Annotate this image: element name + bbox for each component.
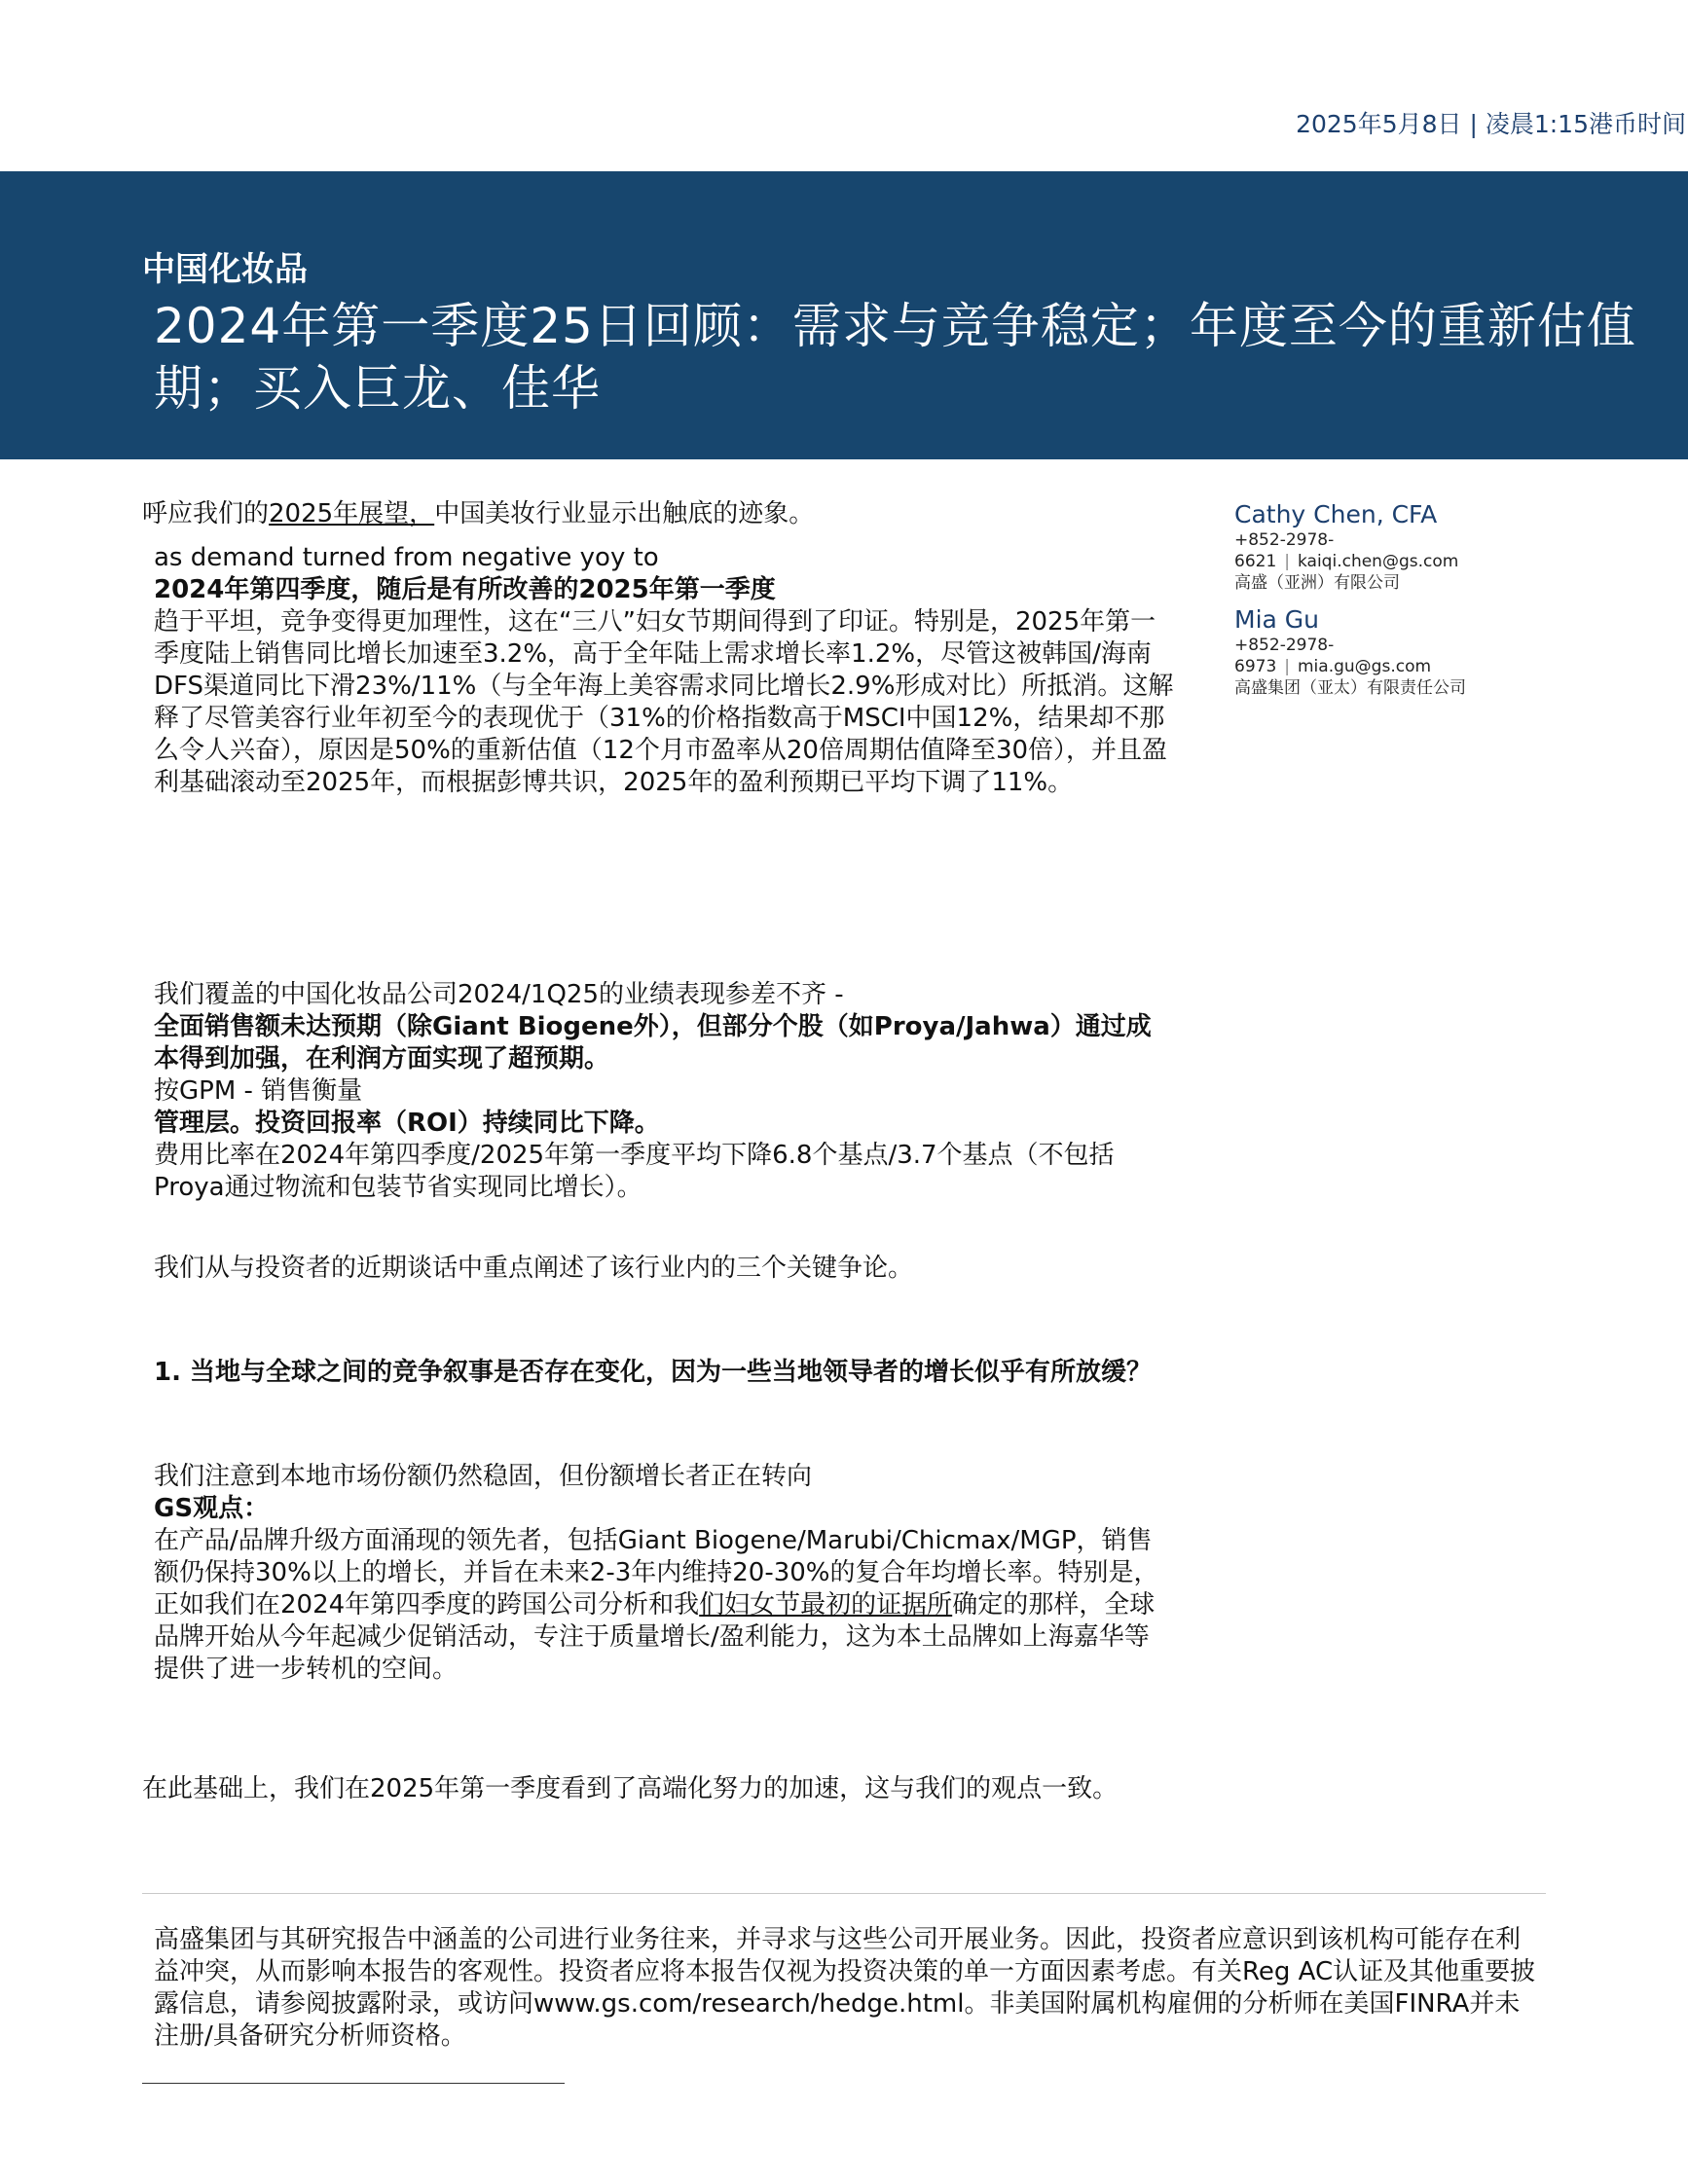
analyst-card — [1234, 605, 1526, 699]
s1-paragraph: 趋于平坦，竞争变得更加理性，这在“三八”妇女节期间得到了印证。特别是，2025年第一季度陆上销售同比增长加速至3.2%，高于全年陆上需求增长率1.2%，尽管这被韩国/海南DFS渠道同比下滑23%/11%（与全年海上美容需求同比增长2.9%形成对比）所抵消。这解释了尽管美容行业年初至今的表现优于（31%的价格指数高于MSCI中国12%，结果却不那么令人兴奋），原因是50%的重新估值（12个月市盈率从20倍周期估值降至30倍），并且盈利基础滚动至2025年，而根据彭博共识，2025年的盈利预期已平均下调了11%。 — [154, 607, 1174, 797]
s1-english-line: as demand turned from negative yoy to — [154, 543, 659, 572]
q1-heading: 1. 当地与全球之间的竞争叙事是否存在变化，因为一些当地领导者的增长似乎有所放缓？ — [154, 1358, 1153, 1387]
analyst-org: 高盛集团（亚太）有限责任公司 — [1234, 678, 1466, 698]
report-headline: 2024年第一季度25日回顾：需求与竞争稳定；年度至今的重新估值期；买入巨龙、佳华 — [154, 298, 1636, 417]
s3-paragraph: 我们从与投资者的近期谈话中重点阐述了该行业内的三个关键争论。 — [154, 1254, 914, 1283]
closing-paragraph: 在此基础上，我们在2025年第一季度看到了高端化努力的加速，这与我们的观点一致。 — [142, 1774, 1119, 1803]
analyst-email-link[interactable]: kaiqi.chen@gs.com — [1298, 552, 1459, 571]
gs-view-text-a: 在产品/品牌升级方面涌现的领先者，包括Giant Biogene/Marubi/Chicmax/MGP，销售额仍保持30%以上的增长，并旨在未来2-3年内维持20-30%的复合年均增长率。特别是，正如我们在2024年第四季度的跨国公司分析和我 — [154, 1526, 1159, 1620]
analyst-phone: +852-2978-6621 — [1234, 530, 1335, 571]
gs-view-text-b: 确定的那样，全球品牌开始从今年起减少促销活动，专注于质量增长/盈利能力，这为本土品牌如上海嘉华等提供了进一步转机的空间。 — [154, 1590, 1156, 1684]
analyst-contact — [1234, 635, 1526, 699]
analyst-contact — [1234, 529, 1526, 594]
s2-intro: 我们覆盖的中国化妆品公司2024/1Q25的业绩表现参差不齐 - — [154, 980, 844, 1009]
s2-paragraph: 费用比率在2024年第四季度/2025年第一季度平均下降6.8个基点/3.7个基点（不包括Proya通过物流和包装节省实现同比增长）。 — [154, 1141, 1115, 1202]
report-date-time: 2025年5月8日 | 凌晨1:15港币时间 — [1296, 110, 1686, 138]
analyst-panel — [1234, 500, 1526, 699]
gs-view-paragraph — [154, 1525, 1166, 1686]
analyst-name: Cathy Chen, CFA — [1234, 500, 1438, 528]
s2-bold-summary: 全面销售额未达预期（除Giant Biogene外），但部分个股（如Proya/Jahwa）通过成本得到加强，在利润方面实现了超预期。 — [154, 1012, 1152, 1074]
intro-paragraph — [142, 498, 814, 530]
s1-heading: 2024年第四季度，随后是有所改善的2025年第一季度 — [154, 575, 776, 604]
intro-prefix: 呼应我们的 — [142, 499, 270, 528]
section-divider — [142, 1893, 1546, 1894]
outlook-link[interactable]: 2025年展望， — [269, 499, 435, 528]
footnote-rule — [142, 2083, 565, 2084]
section-label: 中国化妆品 — [142, 250, 308, 289]
analyst-email-link[interactable]: mia.gu@gs.com — [1298, 657, 1432, 676]
s2-roi-line: 管理层。投资回报率（ROI）持续同比下降。 — [154, 1109, 660, 1138]
analyst-org: 高盛（亚洲）有限公司 — [1234, 573, 1400, 593]
womens-day-link[interactable]: 们妇女节最初的证据所 — [699, 1590, 953, 1620]
q1-note: 我们注意到本地市场份额仍然稳固，但份额增长者正在转向 — [154, 1462, 813, 1491]
gs-view-label: GS观点： — [154, 1494, 270, 1523]
analyst-phone: +852-2978-6973 — [1234, 636, 1335, 676]
contact-separator: | — [1284, 552, 1290, 571]
title-banner — [0, 171, 1688, 459]
contact-separator: | — [1284, 657, 1290, 676]
analyst-name: Mia Gu — [1234, 605, 1319, 634]
s2-gpm-line: 按GPM - 销售衡量 — [154, 1076, 363, 1106]
disclosure-paragraph: 高盛集团与其研究报告中涵盖的公司进行业务往来，并寻求与这些公司开展业务。因此，投资者应意识到该机构可能存在利益冲突，从而影响本报告的客观性。投资者应将本报告仅视为投资决策的单一方面因素考虑。有关Reg AC认证及其他重要披露信息，请参阅披露附录，或访问www.gs.com/research/hedge.html。非美国附属机构雇佣的分析师在美国FINRA并未注册/具备研究分析师资格。 — [154, 1925, 1536, 2051]
intro-suffix: 中国美妆行业显示出触底的迹象。 — [434, 499, 815, 528]
analyst-card — [1234, 500, 1526, 594]
